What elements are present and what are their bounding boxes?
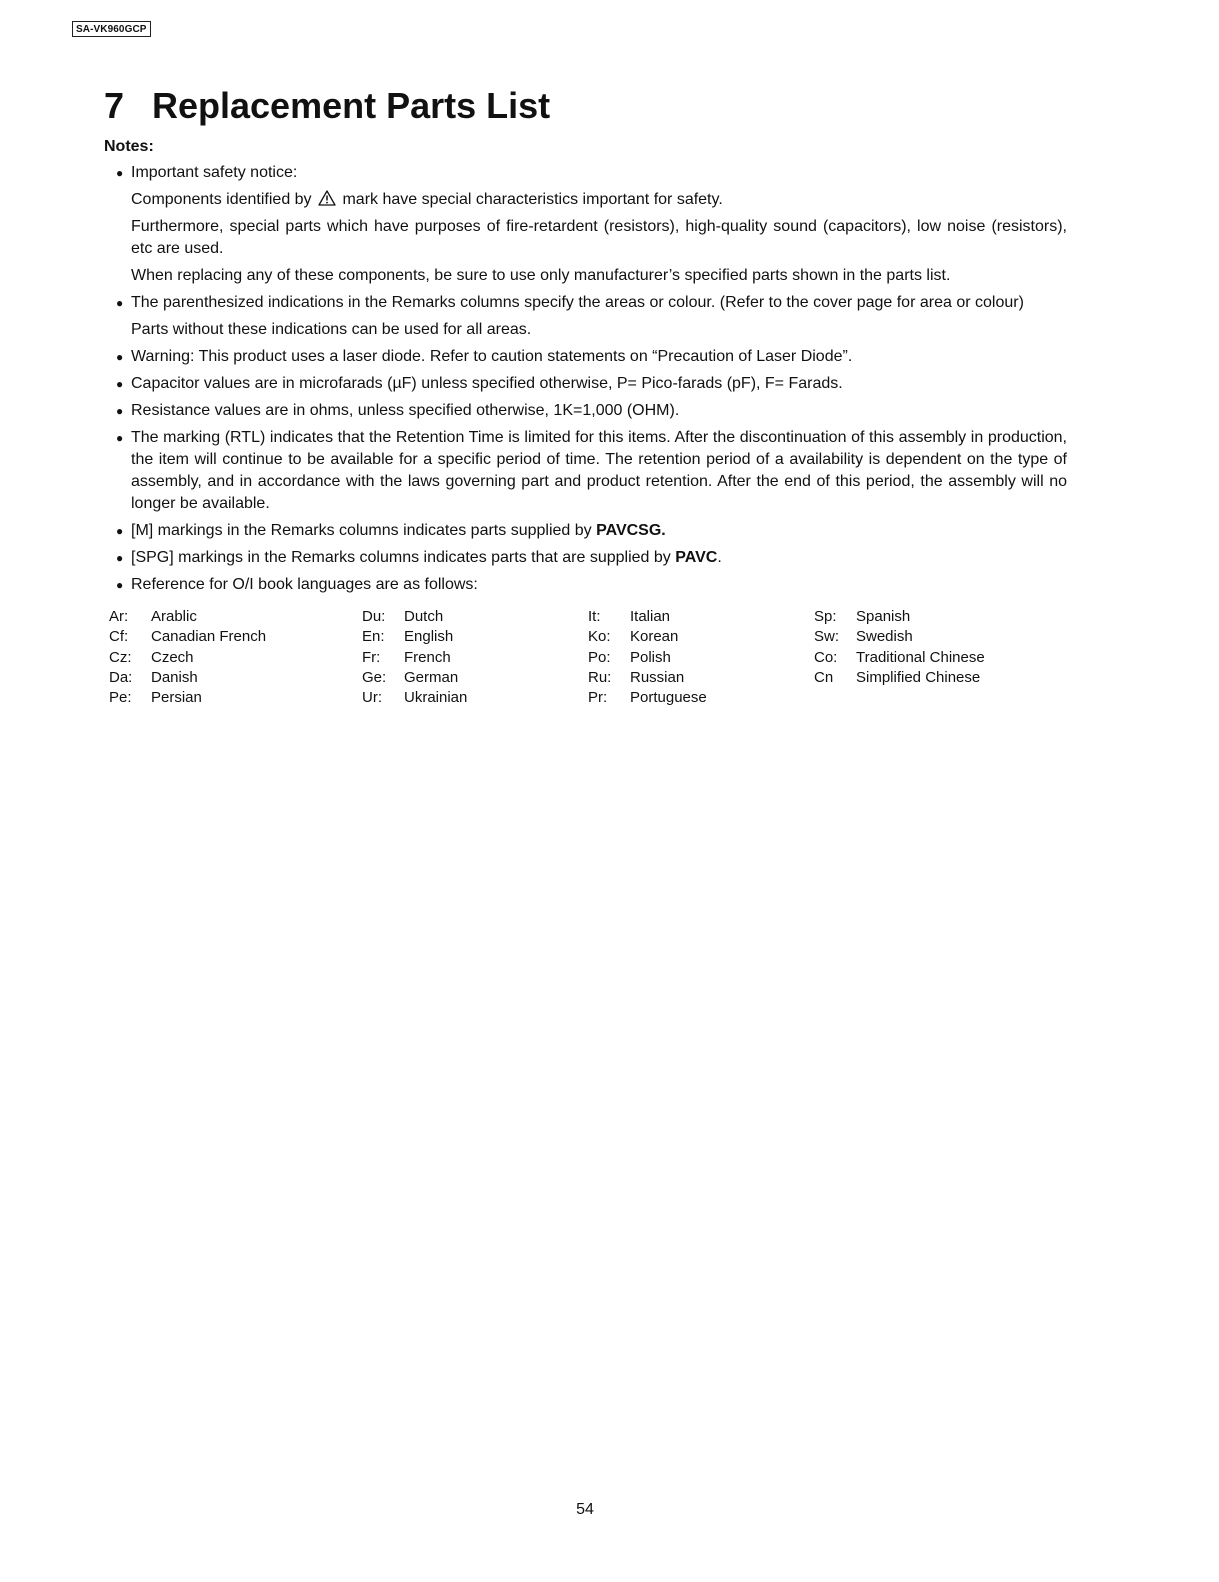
m-marking-supplier: PAVCSG. (596, 522, 666, 539)
note-resistance (114, 400, 1067, 422)
note-capacitor (114, 373, 1067, 395)
m-marking-before: [M] markings in the Remarks columns indicates parts supplied by (131, 522, 592, 539)
language-name: Russian (630, 668, 685, 686)
language-name: Persian (151, 689, 202, 707)
language-name: English (404, 628, 454, 646)
language-code: Cz: (109, 648, 132, 666)
bullet-icon: ● (116, 524, 124, 538)
language-name: Dutch (404, 608, 444, 625)
bullet-icon: ● (116, 431, 124, 445)
language-row (362, 607, 592, 627)
safety-line-1-before: Components identified by (131, 191, 312, 208)
language-name: Arablic (151, 608, 197, 625)
language-name: Swedish (856, 628, 913, 646)
safety-line-2: Furthermore, special parts which have purposes of fire-retardent (resistors), high-quality sound (capacitors), low noise (resistors), etc are used. (131, 218, 1067, 257)
language-name: Korean (630, 628, 679, 646)
language-row (109, 607, 339, 627)
page-number: 54 (576, 1501, 594, 1518)
spg-marking-text (131, 547, 1067, 569)
language-row (588, 607, 818, 627)
language-row (109, 668, 339, 688)
bullet-icon: ● (116, 404, 124, 418)
language-row (362, 627, 592, 647)
spg-marking-before: [SPG] markings in the Remarks columns indicates parts that are supplied by (131, 549, 671, 566)
language-code: Co: (814, 648, 838, 666)
remarks-line-2: Parts without these indications can be used for all areas. (131, 321, 532, 338)
language-name: Danish (151, 668, 198, 686)
model-tag: SA-VK960GCP (72, 21, 151, 37)
safety-line-1 (131, 189, 1067, 211)
note-m-marking (114, 520, 1067, 542)
safety-title: Important safety notice: (131, 164, 298, 181)
language-code: Ge: (362, 668, 387, 686)
language-row (109, 627, 339, 647)
language-row (362, 648, 592, 668)
language-code: Ur: (362, 689, 382, 707)
section-title (104, 84, 550, 128)
language-name: Ukrainian (404, 689, 468, 707)
language-row (588, 627, 818, 647)
language-code: Fr: (362, 648, 381, 666)
spg-marking-supplier: PAVC (675, 549, 718, 566)
language-code: Da: (109, 668, 133, 686)
language-code: Sw: (814, 628, 840, 646)
language-row (109, 648, 339, 668)
language-row (588, 648, 818, 668)
resistance-text: Resistance values are in ohms, unless specified otherwise, 1K=1,000 (OHM). (131, 402, 680, 419)
language-code: Du: (362, 608, 386, 625)
bullet-icon: ● (116, 578, 124, 592)
note-safety (114, 162, 1067, 287)
note-reference (114, 574, 1067, 596)
language-name: Canadian French (151, 628, 267, 646)
language-row (814, 627, 1044, 647)
note-spg-marking (114, 547, 1067, 569)
language-name: Czech (151, 648, 194, 666)
language-name: Portuguese (630, 689, 707, 707)
language-name: Simplified Chinese (856, 668, 981, 686)
language-code: Sp: (814, 608, 837, 625)
notes-label: Notes: (104, 138, 154, 155)
remarks-line-1: The parenthesized indications in the Remarks columns specify the areas or colour. (Refer to the cover page for area or colour) (131, 294, 1024, 311)
language-code: Pe: (109, 689, 132, 707)
language-row (362, 688, 592, 708)
language-code: Cn (814, 668, 834, 686)
bullet-icon: ● (116, 350, 124, 364)
note-laser-warning (114, 346, 1067, 368)
section-title-text: Replacement Parts List (152, 85, 551, 126)
laser-warning-text: Warning: This product uses a laser diode. Refer to caution statements on “Precaution of Laser Diode”. (131, 348, 853, 365)
language-name: French (404, 648, 451, 666)
language-name: Italian (630, 608, 671, 625)
language-name: Spanish (856, 608, 911, 625)
bullet-icon: ● (116, 166, 124, 180)
language-code: It: (588, 608, 601, 625)
safety-line-3: When replacing any of these components, be sure to use only manufacturer’s specified parts shown in the parts list. (131, 267, 951, 284)
warning-triangle-icon (318, 190, 336, 206)
notes-list (114, 162, 1067, 601)
language-column-4 (814, 607, 1044, 688)
rtl-text: The marking (RTL) indicates that the Retention Time is limited for this items. After the discontinuation of this assembly in production, the item will continue to be available for a specific period of time. The retention period of a availability is dependent on the type of assembly, and in accordance with the laws governing part and product retention. After the end of this period, the assembly will no longer be available. (131, 429, 1067, 512)
language-row (814, 668, 1044, 688)
language-column-2 (362, 607, 592, 708)
language-row (588, 688, 818, 708)
language-code: Cf: (109, 628, 129, 646)
language-code: En: (362, 628, 385, 646)
language-row (109, 688, 339, 708)
language-code: Ko: (588, 628, 611, 646)
bullet-icon: ● (116, 377, 124, 391)
language-code: Po: (588, 648, 611, 666)
language-row (588, 668, 818, 688)
language-row (814, 607, 1044, 627)
m-marking-text (131, 520, 1067, 542)
language-row (362, 668, 592, 688)
note-rtl (114, 427, 1067, 515)
bullet-icon: ● (116, 551, 124, 565)
language-code: Ar: (109, 608, 129, 625)
note-remarks (114, 292, 1067, 341)
spg-marking-after: . (717, 549, 722, 566)
safety-line-1-after: mark have special characteristics important for safety. (342, 191, 723, 208)
language-code: Pr: (588, 689, 608, 707)
capacitor-text: Capacitor values are in microfarads (µF) unless specified otherwise, P= Pico-farads (pF), F= Farads. (131, 375, 843, 392)
section-number: 7 (104, 85, 125, 126)
language-column-3 (588, 607, 818, 708)
language-column-1 (109, 607, 339, 708)
reference-text: Reference for O/I book languages are as follows: (131, 576, 478, 593)
language-code: Ru: (588, 668, 612, 686)
language-name: Traditional Chinese (856, 648, 985, 666)
language-row (814, 648, 1044, 668)
language-name: Polish (630, 648, 671, 666)
bullet-icon: ● (116, 296, 124, 310)
language-name: German (404, 668, 459, 686)
